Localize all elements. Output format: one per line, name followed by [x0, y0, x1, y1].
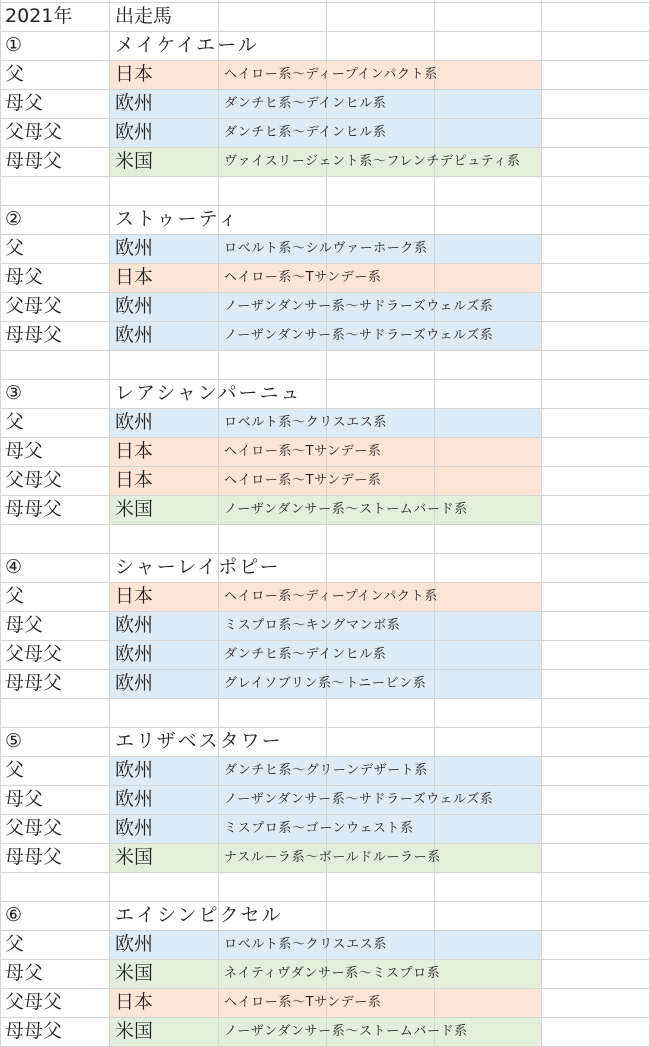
role-cell[interactable]: 母父: [5, 440, 44, 462]
sire-line-cell[interactable]: ダンチヒ系～デインヒル系: [224, 125, 387, 140]
role-cell[interactable]: 父母父: [5, 643, 63, 665]
role-cell[interactable]: 父母父: [5, 469, 63, 491]
row-gridline: [0, 698, 650, 699]
role-cell[interactable]: 父: [5, 759, 25, 781]
role-cell[interactable]: 母母父: [5, 1020, 63, 1042]
role-cell[interactable]: 母父: [5, 92, 44, 114]
region-cell[interactable]: 欧州: [115, 237, 154, 259]
region-cell[interactable]: 欧州: [115, 933, 154, 955]
role-cell[interactable]: 母母父: [5, 498, 63, 520]
region-cell[interactable]: 日本: [115, 585, 154, 607]
role-cell[interactable]: 父母父: [5, 121, 63, 143]
sire-line-cell[interactable]: ヘイロー系～ディープインパクト系: [224, 67, 438, 82]
sire-line-cell[interactable]: ミスプロ系～キングマンボ系: [224, 618, 401, 633]
region-cell[interactable]: 米国: [115, 498, 154, 520]
role-cell[interactable]: 母母父: [5, 150, 63, 172]
role-cell[interactable]: 母父: [5, 788, 44, 810]
horse-name-cell[interactable]: エイシンピクセル: [115, 904, 283, 926]
sire-line-cell[interactable]: ノーザンダンサー系～サドラーズウェルズ系: [224, 328, 494, 343]
sire-line-cell[interactable]: ヘイロー系～Tサンデー系: [224, 473, 382, 488]
row-gridline: [0, 205, 650, 206]
role-cell[interactable]: 母父: [5, 962, 44, 984]
region-cell[interactable]: 日本: [115, 440, 154, 462]
sire-line-cell[interactable]: ヘイロー系～Tサンデー系: [224, 444, 382, 459]
column-gridline: [218, 0, 219, 1046]
sire-line-cell[interactable]: ロベルト系～クリスエス系: [224, 937, 387, 952]
region-cell[interactable]: 日本: [115, 991, 154, 1013]
region-cell[interactable]: 欧州: [115, 643, 154, 665]
sire-line-cell[interactable]: ノーザンダンサー系～サドラーズウェルズ系: [224, 792, 494, 807]
row-gridline: [0, 727, 650, 728]
role-cell[interactable]: 父: [5, 237, 25, 259]
sire-line-cell[interactable]: ノーザンダンサー系～サドラーズウェルズ系: [224, 299, 494, 314]
sire-line-cell[interactable]: グレイソブリン系～トニービン系: [224, 676, 427, 691]
region-cell[interactable]: 米国: [115, 1020, 154, 1042]
row-gridline: [0, 872, 650, 873]
region-cell[interactable]: 欧州: [115, 121, 154, 143]
sire-line-cell[interactable]: ノーザンダンサー系～ストームバード系: [224, 502, 468, 517]
region-cell[interactable]: 欧州: [115, 759, 154, 781]
sire-line-cell[interactable]: ヘイロー系～Tサンデー系: [224, 995, 382, 1010]
role-cell[interactable]: 母母父: [5, 672, 63, 694]
sire-line-cell[interactable]: ヴァイスリージェント系～フレンチデピュティ系: [224, 154, 521, 169]
role-cell[interactable]: 父母父: [5, 991, 63, 1013]
year-header-cell[interactable]: 2021年: [5, 5, 73, 27]
column-gridline: [109, 0, 110, 1046]
row-gridline: [0, 524, 650, 525]
row-gridline: [0, 901, 650, 902]
row-gridline: [0, 31, 650, 32]
role-cell[interactable]: 父: [5, 585, 25, 607]
sire-line-cell[interactable]: ミスプロ系～ゴーンウェスト系: [224, 821, 414, 836]
region-cell[interactable]: 日本: [115, 469, 154, 491]
sire-line-cell[interactable]: ダンチヒ系～グリーンデザート系: [224, 763, 428, 778]
region-cell[interactable]: 欧州: [115, 817, 154, 839]
region-cell[interactable]: 欧州: [115, 411, 154, 433]
role-cell[interactable]: 母母父: [5, 846, 63, 868]
role-cell[interactable]: 父母父: [5, 817, 63, 839]
region-cell[interactable]: 欧州: [115, 324, 154, 346]
role-cell[interactable]: 父: [5, 933, 25, 955]
region-cell[interactable]: 日本: [115, 63, 154, 85]
horse-name-cell[interactable]: メイケイエール: [115, 34, 259, 56]
role-cell[interactable]: 父: [5, 411, 25, 433]
region-cell[interactable]: 欧州: [115, 614, 154, 636]
row-gridline: [0, 350, 650, 351]
sire-line-cell[interactable]: ダンチヒ系～デインヒル系: [224, 96, 387, 111]
horse-number-cell[interactable]: ④: [5, 556, 23, 578]
sire-line-cell[interactable]: ロベルト系～シルヴァーホーク系: [224, 241, 428, 256]
row-gridline: [0, 553, 650, 554]
sire-line-cell[interactable]: ヘイロー系～ディープインパクト系: [224, 589, 438, 604]
role-cell[interactable]: 父: [5, 63, 25, 85]
horse-number-cell[interactable]: ③: [5, 382, 23, 404]
column-gridline: [0, 0, 1, 1046]
horse-name-cell[interactable]: エリザベスタワー: [115, 730, 283, 752]
region-cell[interactable]: 米国: [115, 846, 154, 868]
region-cell[interactable]: 欧州: [115, 295, 154, 317]
column-gridline: [541, 0, 542, 1046]
row-gridline: [0, 176, 650, 177]
sire-line-cell[interactable]: ロベルト系～クリスエス系: [224, 415, 387, 430]
region-cell[interactable]: 日本: [115, 266, 154, 288]
horse-number-cell[interactable]: ①: [5, 34, 23, 56]
horse-name-cell[interactable]: シャーレイポピー: [115, 556, 281, 578]
row-gridline: [0, 2, 650, 3]
horse-name-cell[interactable]: レアシャンパーニュ: [115, 382, 302, 404]
role-cell[interactable]: 母父: [5, 614, 44, 636]
row-gridline: [0, 379, 650, 380]
title-header-cell[interactable]: 出走馬: [115, 5, 173, 27]
role-cell[interactable]: 母母父: [5, 324, 63, 346]
region-cell[interactable]: 欧州: [115, 92, 154, 114]
sire-line-cell[interactable]: ヘイロー系～Tサンデー系: [224, 270, 382, 285]
role-cell[interactable]: 父母父: [5, 295, 63, 317]
sire-line-cell[interactable]: ナスルーラ系～ボールドルーラー系: [224, 850, 441, 865]
horse-number-cell[interactable]: ②: [5, 208, 23, 230]
horse-number-cell[interactable]: ⑤: [5, 730, 23, 752]
role-cell[interactable]: 母父: [5, 266, 44, 288]
region-cell[interactable]: 米国: [115, 150, 154, 172]
sire-line-cell[interactable]: ネイティヴダンサー系～ミスプロ系: [224, 966, 441, 981]
sire-line-cell[interactable]: ダンチヒ系～デインヒル系: [224, 647, 387, 662]
sire-line-cell[interactable]: ノーザンダンサー系～ストームバード系: [224, 1024, 468, 1039]
horse-number-cell[interactable]: ⑥: [5, 904, 23, 926]
region-cell[interactable]: 欧州: [115, 788, 154, 810]
region-cell[interactable]: 米国: [115, 962, 154, 984]
horse-name-cell[interactable]: ストゥーティ: [115, 208, 240, 230]
region-cell[interactable]: 欧州: [115, 672, 154, 694]
